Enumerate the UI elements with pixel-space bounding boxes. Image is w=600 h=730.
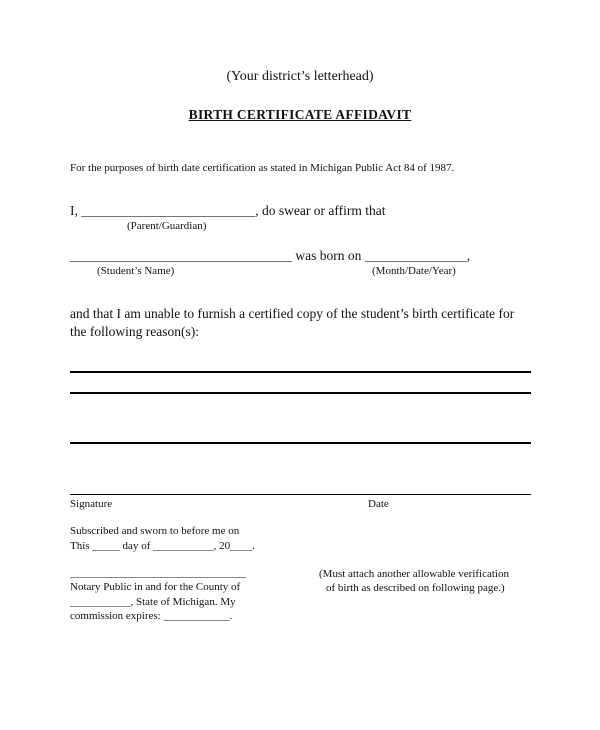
reason-line-3[interactable]: [70, 442, 531, 444]
parent-name-field[interactable]: _____________________________: [81, 204, 256, 218]
student-name-label: (Student’s Name): [97, 265, 175, 277]
born-line: [70, 248, 470, 264]
intro-text: For the purposes of birth date certification as stated in Michigan Public Act 84 of 1987.: [70, 162, 455, 174]
page-title: [0, 107, 600, 123]
attach-note-line-2: of birth as described on following page.): [326, 582, 505, 594]
month-date-year-label: (Month/Date/Year): [372, 265, 456, 277]
swear-line: [70, 203, 385, 219]
swear-prefix: I,: [70, 203, 78, 218]
reason-line-1[interactable]: [70, 371, 531, 373]
birth-date-field[interactable]: _________________: [364, 249, 467, 263]
notary-commission-line[interactable]: commission expires: ____________.: [70, 610, 233, 622]
parent-guardian-label: (Parent/Guardian): [127, 220, 207, 232]
signature-line[interactable]: [70, 494, 531, 495]
reason-text-line-2: the following reason(s):: [70, 324, 199, 339]
letterhead-placeholder: (Your district’s letterhead): [226, 69, 374, 84]
notary-state-line[interactable]: ___________, State of Michigan. My: [70, 596, 236, 608]
notary-county-text: Notary Public in and for the County of: [70, 581, 241, 593]
swear-suffix: , do swear or affirm that: [255, 203, 386, 218]
reason-line-2[interactable]: [70, 392, 531, 394]
date-label: Date: [368, 498, 389, 510]
student-name-field[interactable]: _____________________________________: [70, 249, 292, 263]
born-suffix: ,: [466, 248, 471, 263]
born-on-text: was born on: [295, 248, 362, 263]
reason-text-line-1: and that I am unable to furnish a certified copy of the student’s birth certificate for: [70, 306, 515, 321]
attach-note-line-1: (Must attach another allowable verification: [319, 568, 509, 580]
title-text: BIRTH CERTIFICATE AFFIDAVIT: [188, 107, 412, 122]
notary-date-line[interactable]: This _____ day of ___________, 20____.: [70, 540, 255, 552]
signature-label: Signature: [70, 498, 113, 510]
notary-subscribed-text: Subscribed and sworn to before me on: [70, 525, 240, 537]
notary-signature-rule[interactable]: ________________________________: [70, 567, 246, 579]
